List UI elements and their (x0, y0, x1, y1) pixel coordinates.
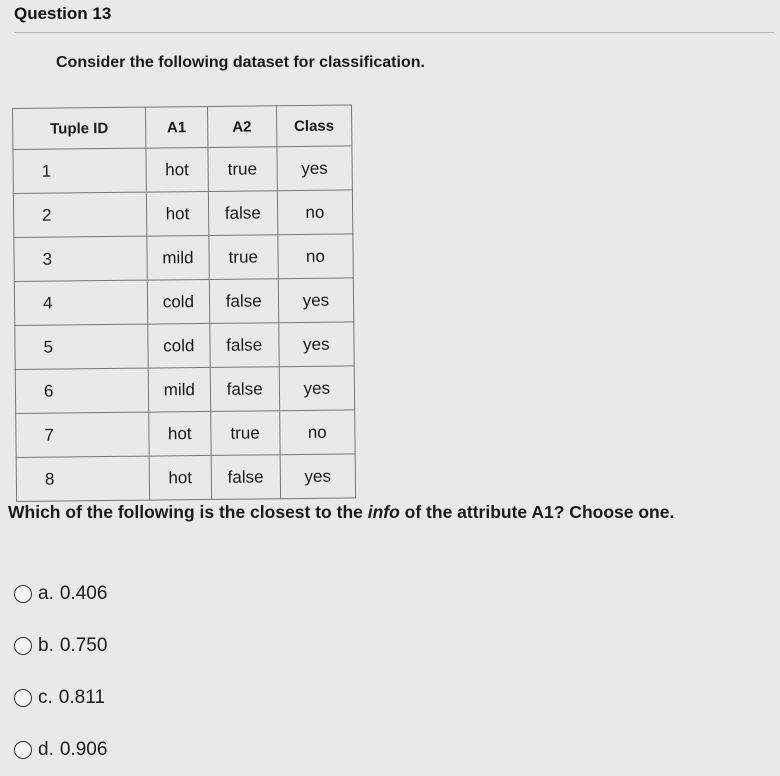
option-c[interactable] (14, 672, 107, 724)
header-a1: A1 (145, 106, 207, 148)
question-intro: Consider the following dataset for classification. (56, 54, 425, 71)
table-row (15, 366, 354, 414)
cell-a1: hot (149, 455, 211, 500)
option-value: 0.750 (59, 635, 108, 656)
option-d[interactable] (14, 724, 107, 776)
prompt-text-end: of the attribute A1? Choose one. (399, 502, 675, 522)
cell-class: yes (279, 366, 355, 411)
cell-a2: false (211, 455, 280, 500)
prompt-emphasis: info (367, 502, 400, 522)
radio-button-icon[interactable] (14, 585, 32, 603)
divider (14, 32, 774, 33)
option-letter: d. (38, 739, 54, 760)
cell-a2: false (209, 279, 278, 324)
cell-tuple-id: 1 (13, 148, 146, 193)
cell-a2: false (210, 367, 279, 412)
cell-class: no (279, 410, 355, 455)
cell-tuple-id: 8 (16, 456, 149, 501)
cell-a2: false (209, 323, 278, 368)
table-row (14, 234, 353, 282)
cell-a2: false (208, 191, 277, 236)
cell-a1: mild (148, 367, 210, 412)
radio-button-icon[interactable] (14, 741, 32, 759)
cell-class: no (277, 190, 353, 235)
option-b[interactable] (14, 620, 107, 672)
header-class: Class (276, 105, 352, 147)
cell-class: yes (277, 146, 353, 191)
table-header-row (13, 105, 352, 150)
option-a[interactable] (14, 568, 107, 620)
option-value: 0.811 (58, 687, 105, 708)
radio-button-icon[interactable] (14, 637, 32, 655)
question-prompt (8, 502, 674, 523)
cell-class: yes (280, 454, 356, 499)
answer-options (14, 568, 107, 776)
cell-tuple-id: 6 (15, 368, 148, 413)
radio-button-icon[interactable] (14, 689, 32, 707)
cell-a1: cold (148, 323, 210, 368)
cell-class: yes (278, 322, 354, 367)
header-tuple-id: Tuple ID (13, 107, 146, 149)
cell-tuple-id: 2 (13, 192, 146, 237)
header-a2: A2 (207, 106, 276, 148)
table-row (16, 410, 355, 458)
cell-tuple-id: 4 (14, 280, 147, 325)
cell-a1: hot (149, 411, 211, 456)
cell-class: no (278, 234, 354, 279)
cell-a1: mild (147, 235, 209, 280)
question-number: Question 13 (14, 4, 112, 23)
cell-a2: true (208, 147, 277, 192)
option-letter: b. (38, 635, 54, 656)
dataset-table (12, 104, 356, 502)
table-row (13, 146, 352, 194)
cell-tuple-id: 7 (16, 412, 149, 457)
cell-tuple-id: 3 (14, 236, 147, 281)
cell-a1: hot (146, 191, 208, 236)
option-value: 0.906 (59, 739, 108, 760)
cell-class: yes (278, 278, 354, 323)
table-row (13, 190, 352, 238)
cell-a2: true (210, 411, 279, 456)
option-letter: c. (38, 687, 53, 708)
prompt-text-start: Which of the following is the closest to the (8, 502, 368, 522)
table-row (16, 454, 355, 502)
table-row (14, 278, 353, 326)
cell-tuple-id: 5 (15, 324, 148, 369)
cell-a1: cold (147, 279, 209, 324)
cell-a1: hot (146, 147, 208, 192)
cell-a2: true (209, 235, 278, 280)
table-row (15, 322, 354, 370)
option-letter: a. (38, 583, 54, 604)
option-value: 0.406 (59, 583, 108, 604)
